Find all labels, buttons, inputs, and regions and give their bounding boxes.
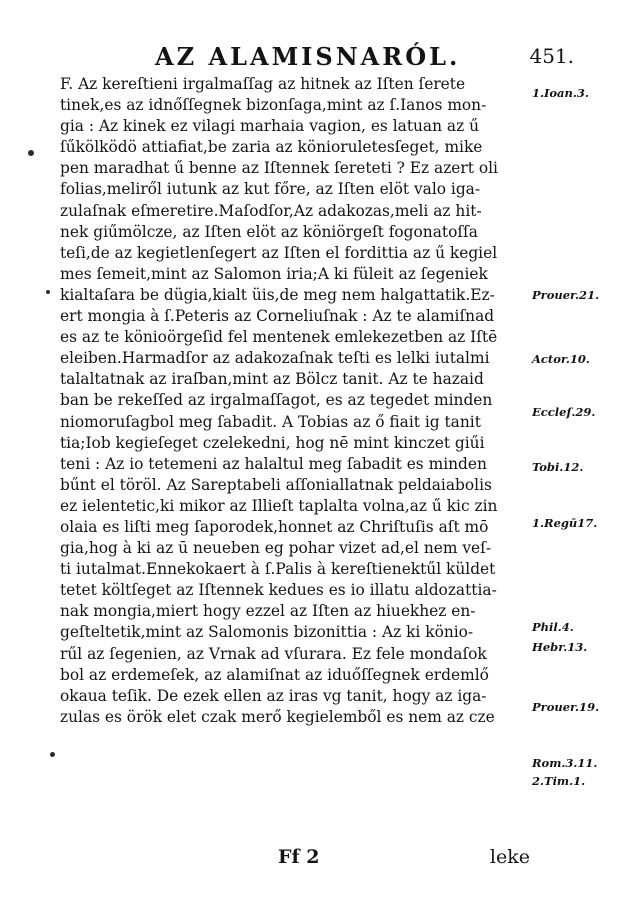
- text-line: nak mongia,miert hogy ezzel az Iſten az hiuekhez en-: [60, 602, 476, 621]
- text-line: F. Az kereſtieni irgalmaſſag az hitnek az Iſten ſerete: [60, 75, 466, 93]
- page-footer: [60, 846, 530, 874]
- page-header: [60, 42, 580, 76]
- text-line: tia;Iob kegieſeget czelekedni, hog nē mint kinczet giűi: [60, 433, 485, 452]
- running-title: AZ ALAMISNARÓL.: [155, 42, 461, 71]
- text-line: tinek,es az idnőſſegnek bizonſaga,mint az ſ.Ianos mon-: [60, 96, 487, 115]
- text-line: tetet költſeget az Iſtennek kedues es io illatu aldozattia-: [60, 581, 497, 600]
- margin-note: Actor.10.: [532, 352, 590, 366]
- text-line: bol az erdemeſek, az alamiſnat az iduőſſegnek erdemlő: [60, 665, 489, 684]
- catchword: leke: [489, 846, 530, 868]
- text-line: bűnt el töröl. Az Sareptabeli aſſoniallatnak peldaiabolis: [60, 475, 492, 494]
- margin-note: 1.Ioan.3.: [532, 86, 589, 100]
- text-line: okaua teſik. De ezek ellen az iras vg tanit, hogy az iga-: [60, 686, 487, 705]
- text-line: ſűkölködö attiafiat,be zaria az könioruletesſeget, mike: [60, 138, 483, 157]
- text-line: geſteltetik,mint az Salomonis bizonittia : Az ki könio-: [60, 623, 474, 642]
- margin-note: Rom.3.11.: [532, 756, 598, 770]
- ink-speck: [28, 150, 34, 156]
- margin-note: Phil.4.: [532, 620, 574, 634]
- text-line: zulas es örök elet czak merő kegielemből es nem az cze: [60, 707, 495, 726]
- signature-mark: Ff 2: [278, 846, 320, 868]
- text-line: talaltatnak az iraſban,mint az Bölcz tanit. Az te hazaid: [60, 370, 484, 389]
- text-line: ban be rekeſſed az irgalmaſſagot, es az tegedet minden: [60, 391, 493, 410]
- margin-note: Prouer.19.: [532, 700, 600, 714]
- text-line: teni : Az io tetemeni az halaltul meg ſabadit es minden: [60, 454, 487, 473]
- margin-note: Hebr.13.: [532, 640, 588, 654]
- text-line: mes ſemeit,mint az Salomon iria;A ki füleit az ſegeniek: [60, 264, 488, 283]
- page-number: 451.: [529, 44, 574, 68]
- margin-note: Eccleſ.29.: [532, 405, 596, 419]
- text-line: gia,hog à ki az ū neueben eg pohar vizet ad,el nem veſ-: [60, 539, 492, 558]
- text-line: pen maradhat ű benne az Iſtennek ſereteti ? Ez azert oli: [60, 159, 498, 178]
- ink-speck: [50, 752, 55, 757]
- text-line: rűl az ſegenien, az Vrnak ad vſurara. Ez fele mondaſok: [60, 644, 487, 663]
- text-line: ert mongia à ſ.Peteris az Corneliuſnak : Az te alamiſnad: [60, 307, 495, 326]
- text-line: gia : Az kinek ez vilagi marhaia vagion, es latuan az ű: [60, 117, 479, 136]
- margin-note: 2.Tim.1.: [532, 774, 586, 788]
- text-line: teſi,de az kegietlenſegert az Iſten el fordittia az ű kegiel: [60, 243, 498, 262]
- text-line: es az te könioörgeſid fel mentenek emlekezetben az Iſtē: [60, 328, 498, 347]
- text-line: eleiben.Harmadſor az adakozaſnak teſti es lelki iutalmi: [60, 349, 490, 368]
- margin-note: Prouer.21.: [532, 288, 600, 302]
- text-line: folias,meliről iutunk az kut főre, az Iſten elöt valo iga-: [60, 180, 481, 199]
- text-line: kialtaſara be dügia,kialt üis,de meg nem halgattatik.Ez-: [60, 285, 495, 304]
- margin-note: 1.Regū17.: [532, 516, 598, 530]
- text-line: olaia es liſti meg ſaporodek,honnet az Chriſtuſis aſt mō: [60, 517, 489, 536]
- margin-note: Tobi.12.: [532, 460, 584, 474]
- text-line: niomoruſagbol meg ſabadit. A Tobias az ő fiait ig tanit: [60, 412, 481, 431]
- ink-speck: [46, 290, 50, 294]
- text-line: ti iutalmat.Ennekokaert à ſ.Palis à kereſtienektűl küldet: [60, 560, 496, 579]
- text-line: zulaſnak eſmeretire.Maſodſor,Az adakozas,meli az hit-: [60, 201, 482, 220]
- body-text: [60, 74, 530, 728]
- text-line: ez ielentetic,ki mikor az Illieſt taplalta volna,az ű kic zin: [60, 496, 498, 515]
- text-line: nek giűmölcze, az Iſten elöt az köniörgeſt fogonatoſſa: [60, 222, 478, 241]
